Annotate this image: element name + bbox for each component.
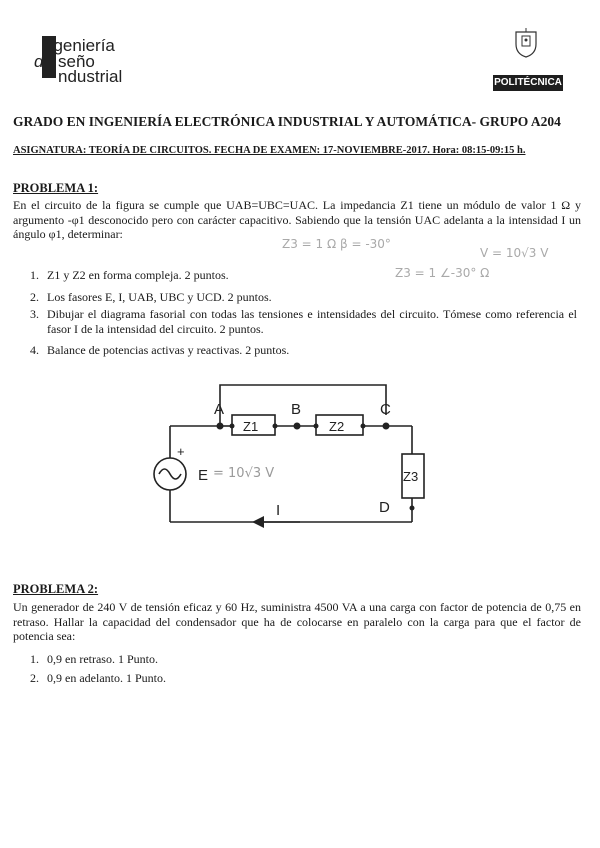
item-text: 0,9 en adelanto. 1 Punto. xyxy=(47,671,166,685)
z1-terminal xyxy=(273,424,278,429)
z1-label: Z1 xyxy=(243,419,259,434)
z2-terminal xyxy=(314,424,319,429)
item-number: 4. xyxy=(30,343,39,357)
source-plus-label: + xyxy=(177,444,185,459)
node-d-terminal xyxy=(410,506,415,511)
node-d-label: D xyxy=(379,499,390,516)
handwritten-note-3: Z3 = 1 ∠-30° Ω xyxy=(395,266,490,280)
z2-label: Z2 xyxy=(329,419,345,434)
logo-line-3: ndustrial xyxy=(58,67,123,86)
handwritten-note-1: Z3 = 1 Ω β = -30° xyxy=(282,237,391,251)
item-text: Balance de potencias activas y reactivas. 2 puntos. xyxy=(47,343,290,357)
node-a-dot xyxy=(217,423,224,430)
sine-wave-icon xyxy=(159,469,181,479)
item-number: 3. xyxy=(30,307,39,321)
current-arrow-icon xyxy=(252,516,264,528)
logo-line-2-prefix: d xyxy=(34,52,44,71)
source-label: E xyxy=(198,467,209,484)
politecnica-logo xyxy=(493,28,565,92)
degree-title: GRADO EN INGENIERÍA ELECTRÓNICA INDUSTRIAL Y AUTOMÁTICA- GRUPO A204 xyxy=(13,114,561,129)
item-text: Z1 y Z2 en forma compleja. 2 puntos. xyxy=(47,268,229,282)
problema-2-statement: Un generador de 240 V de tensión eficaz y 60 Hz, suministra 4500 VA a una carga con factor de potencia de 0,75 en retraso. Hallar la capacidad del condensador que ha de colocarse en paralelo con la carga para que el factor de potencia sea: xyxy=(13,600,581,643)
ingenieria-diseno-industrial-logo xyxy=(20,30,150,90)
logo-line-1: ngeniería xyxy=(44,36,115,55)
source-value-handwritten: = 10√3 V xyxy=(213,466,275,481)
item-number: 2. xyxy=(30,671,39,685)
z2-terminal-right xyxy=(361,424,366,429)
problema-2-title: PROBLEMA 2: xyxy=(13,582,99,596)
item-text: Dibujar el diagrama fasorial con todas las tensiones e intensidades del circuito. Tómese como referencia el fasor I de la intensidad del circuito. 2 puntos. xyxy=(47,307,577,336)
circuit-diagram xyxy=(140,370,440,530)
handwritten-note-2: V = 10√3 V xyxy=(480,246,549,260)
subject-line: ASIGNATURA: TEORÍA DE CIRCUITOS. FECHA DE EXAMEN: 17-NOVIEMBRE-2017. Hora: 08:15-09:15 h. xyxy=(13,145,526,156)
node-b-dot xyxy=(294,423,301,430)
politecnica-label: POLITÉCNICA xyxy=(493,75,563,91)
problema-1-statement: En el circuito de la figura se cumple que UAB=UBC=UAC. La impedancia Z1 tiene un módulo de valor 1 Ω y argumento -φ1 desconocido pero con carácter capacitivo. Sabiendo que la tensión UAC adelanta a la intensidad I un ángulo φ1, determinar: xyxy=(13,198,581,241)
z3-label: Z3 xyxy=(403,469,419,484)
item-text: 0,9 en retraso. 1 Punto. xyxy=(47,652,158,666)
item-number: 2. xyxy=(30,290,39,304)
item-number: 1. xyxy=(30,268,39,282)
problema-1-title: PROBLEMA 1: xyxy=(13,181,99,195)
node-b-label: B xyxy=(291,401,302,418)
crest-icon xyxy=(513,28,539,58)
current-label: I xyxy=(276,502,281,519)
item-text: Los fasores E, I, UAB, UBC y UCD. 2 puntos. xyxy=(47,290,272,304)
node-a-label: A xyxy=(214,401,225,418)
logo-line-2: seño xyxy=(58,52,95,71)
node-c-label: C xyxy=(380,401,391,418)
node-c-dot xyxy=(383,423,390,430)
item-number: 1. xyxy=(30,652,39,666)
node-a-terminal xyxy=(230,424,235,429)
